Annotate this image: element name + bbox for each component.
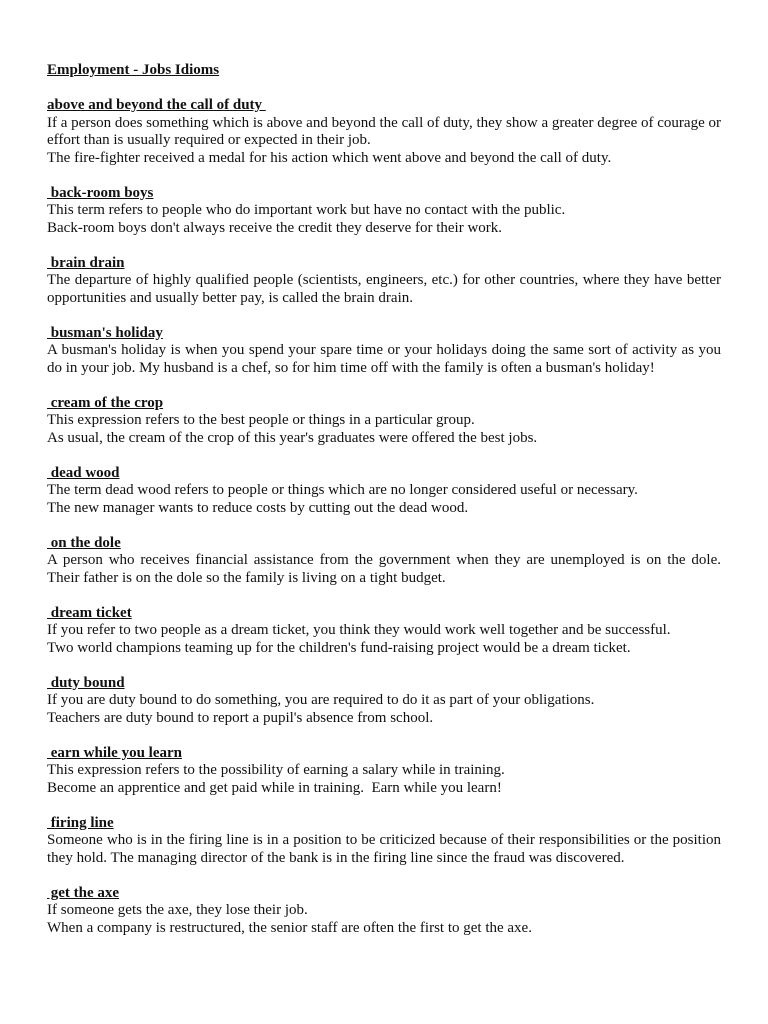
idiom-entry [47,395,721,448]
idiom-example: Back-room boys don't always receive the credit they deserve for their work. [47,219,503,236]
idiom-entry [47,535,721,588]
idiom-term: duty bound [47,674,125,691]
idiom-term: brain drain [47,254,125,271]
idiom-definition: Someone who is in the firing line is in a position to be criticized because of their responsibilities or the position they hold. The managing director of the bank is in the firing line since the fraud was discovered. [47,832,721,866]
idiom-term: firing line [47,814,114,831]
idiom-term: cream of the crop [47,394,164,411]
idiom-definition: A busman's holiday is when you spend your spare time or your holidays doing the same sort of activity as you do in your job. My husband is a chef, so for him time off with the family is often a busman's holiday! [47,342,721,376]
idiom-entry [47,465,721,518]
idiom-entry [47,675,721,728]
idiom-entry [47,325,721,378]
idiom-entry [47,255,721,308]
idiom-term: get the axe [47,884,120,901]
document-title: Employment - Jobs Idioms [47,62,220,78]
idiom-definition: If you refer to two people as a dream ticket, you think they would work well together and be successful. [47,622,671,638]
idiom-entry [47,745,721,798]
idiom-entry [47,185,721,238]
idiom-definition: This expression refers to the best people or things in a particular group. [47,412,475,428]
idiom-example: The fire-fighter received a medal for his action which went above and beyond the call of duty. [47,149,612,166]
idiom-definition: The departure of highly qualified people (scientists, engineers, etc.) for other countries, where they have better opportunities and usually better pay, is called the brain drain. [47,272,721,306]
idiom-example: Teachers are duty bound to report a pupil's absence from school. [47,709,434,726]
idiom-example: As usual, the cream of the crop of this year's graduates were offered the best jobs. [47,429,538,446]
idiom-term: dead wood [47,464,120,481]
idiom-definition: If someone gets the axe, they lose their job. [47,902,308,918]
idiom-example: Become an apprentice and get paid while in training. Earn while you learn! [47,779,502,796]
idiom-term: above and beyond the call of duty [47,97,266,113]
idiom-term: earn while you learn [47,744,182,761]
idiom-entry [47,815,721,868]
idiom-definition: If you are duty bound to do something, you are required to do it as part of your obligations. [47,692,595,708]
idiom-term: dream ticket [47,604,132,621]
idiom-term: back-room boys [47,184,154,201]
document-page [47,62,721,937]
idiom-term: on the dole [47,534,121,551]
idiom-definition: If a person does something which is above and beyond the call of duty, they show a greater degree of courage or effort than is usually required or expected in their job. [47,114,721,148]
idiom-example: The new manager wants to reduce costs by cutting out the dead wood. [47,499,469,516]
idiom-example: When a company is restructured, the senior staff are often the first to get the axe. [47,919,532,936]
idiom-definition: A person who receives financial assistance from the government when they are unemployed is on the dole. Their father is on the dole so the family is living on a tight budget. [47,552,721,586]
idiom-entry [47,885,721,938]
idiom-entry [47,97,721,167]
idiom-definition: The term dead wood refers to people or things which are no longer considered useful or necessary. [47,482,638,498]
idiom-definition: This term refers to people who do important work but have no contact with the public. [47,202,566,218]
idiom-definition: This expression refers to the possibility of earning a salary while in training. [47,762,505,778]
idiom-term: busman's holiday [47,324,163,341]
idiom-example: Two world champions teaming up for the children's fund-raising project would be a dream ticket. [47,639,631,656]
idiom-entry [47,605,721,658]
